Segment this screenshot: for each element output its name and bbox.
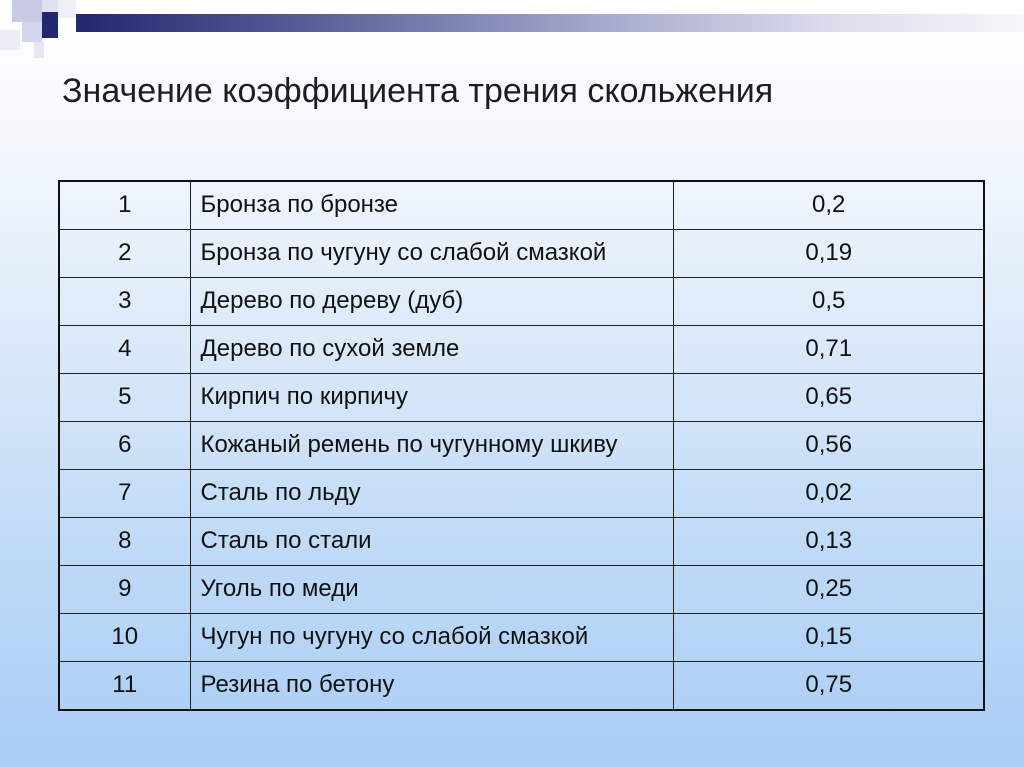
table-row — [59, 374, 984, 422]
friction-value: 0,75 — [674, 662, 984, 711]
row-number: 7 — [59, 470, 190, 518]
table-row — [59, 566, 984, 614]
material-pair: Сталь по стали — [190, 518, 674, 566]
table-row — [59, 662, 984, 711]
material-pair: Резина по бетону — [190, 662, 674, 711]
table-row — [59, 181, 984, 230]
table-row — [59, 326, 984, 374]
friction-value: 0,56 — [674, 422, 984, 470]
friction-value: 0,2 — [674, 181, 984, 230]
material-pair: Кирпич по кирпичу — [190, 374, 674, 422]
friction-value: 0,19 — [674, 230, 984, 278]
friction-value: 0,25 — [674, 566, 984, 614]
material-pair: Бронза по бронзе — [190, 181, 674, 230]
decorative-header-bar — [76, 14, 1024, 32]
friction-value: 0,13 — [674, 518, 984, 566]
material-pair: Кожаный ремень по чугунному шкиву — [190, 422, 674, 470]
friction-value: 0,5 — [674, 278, 984, 326]
row-number: 9 — [59, 566, 190, 614]
decorative-square — [58, 0, 76, 18]
slide-title: Значение коэффициента трения скольжения — [62, 72, 774, 110]
row-number: 3 — [59, 278, 190, 326]
table-row — [59, 230, 984, 278]
material-pair: Уголь по меди — [190, 566, 674, 614]
friction-value: 0,02 — [674, 470, 984, 518]
row-number: 6 — [59, 422, 190, 470]
row-number: 5 — [59, 374, 190, 422]
decorative-square — [42, 12, 58, 38]
table-row — [59, 422, 984, 470]
decorative-square — [34, 42, 44, 58]
table-row — [59, 470, 984, 518]
row-number: 2 — [59, 230, 190, 278]
friction-coefficient-table — [58, 180, 985, 711]
table-row — [59, 518, 984, 566]
decorative-square — [12, 0, 42, 22]
friction-value: 0,71 — [674, 326, 984, 374]
friction-value: 0,65 — [674, 374, 984, 422]
friction-value: 0,15 — [674, 614, 984, 662]
table-row — [59, 614, 984, 662]
material-pair: Дерево по дереву (дуб) — [190, 278, 674, 326]
row-number: 4 — [59, 326, 190, 374]
material-pair: Бронза по чугуну со слабой смазкой — [190, 230, 674, 278]
material-pair: Сталь по льду — [190, 470, 674, 518]
decorative-square — [0, 30, 20, 50]
decorative-square — [22, 22, 42, 42]
material-pair: Чугун по чугуну со слабой смазкой — [190, 614, 674, 662]
row-number: 8 — [59, 518, 190, 566]
row-number: 11 — [59, 662, 190, 711]
row-number: 1 — [59, 181, 190, 230]
table-row — [59, 278, 984, 326]
row-number: 10 — [59, 614, 190, 662]
material-pair: Дерево по сухой земле — [190, 326, 674, 374]
